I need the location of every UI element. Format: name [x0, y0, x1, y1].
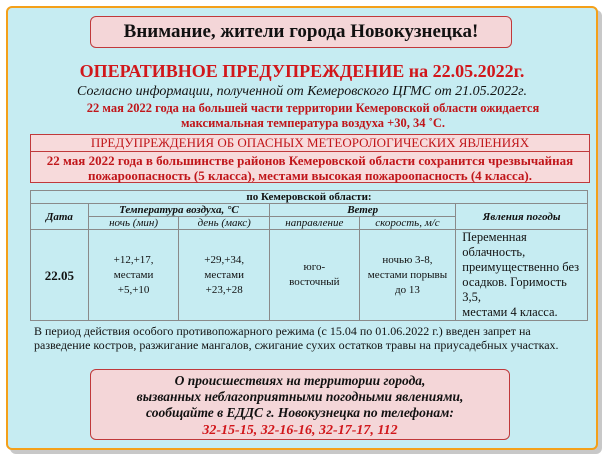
cell-line: преимущественно без [462, 260, 580, 274]
header-night: ночь (мин) [88, 217, 179, 230]
cell-line: до 13 [395, 283, 420, 296]
header-phenomena: Явления погоды [456, 204, 588, 230]
cell-line: местами порывы [367, 268, 448, 281]
hazard-line-2: пожароопасность (5 класса), местами высокая пожароопасность (4 класса). [88, 168, 532, 183]
header-day: день (макс) [179, 217, 270, 230]
cell-line: местами [113, 268, 154, 281]
hazard-warning-header: ПРЕДУПРЕЖДЕНИЯ ОБ ОПАСНЫХ МЕТЕОРОЛОГИЧЕСКИХ ЯВЛЕНИЯХ [31, 135, 589, 152]
cell-line: Переменная [462, 230, 527, 244]
cell-line: +29,+34, [204, 253, 245, 266]
weather-table [30, 190, 588, 321]
cell-line: местами [204, 268, 245, 281]
cell-line: +23,+28 [205, 283, 243, 296]
forecast-text [68, 101, 558, 131]
header-temp: Температура воздуха, °С [88, 204, 269, 217]
edds-phone-numbers: 32-15-15, 32-16-16, 32-17-17, 112 [202, 423, 398, 438]
edds-contact-box [90, 369, 510, 440]
cell-day [179, 230, 270, 321]
cell-line: местами 4 класса. [462, 305, 558, 319]
cell-line: +5,+10 [117, 283, 150, 296]
fire-regime-note: В период действия особого противопожарного режима (с 15.04 по 01.06.2022 г.) введен запрет на разведение костров, разжигание мангалов, сжигание сухих остатков травы на приусадебных участках. [34, 324, 559, 352]
attention-banner: Внимание, жители города Новокузнецка! [90, 16, 512, 48]
cell-line: ночью 3-8, [382, 253, 433, 266]
header-wind: Ветер [270, 204, 456, 217]
cell-line: восточный [289, 276, 340, 288]
header-speed: скорость, м/с [359, 217, 456, 230]
cell-phenomena [456, 230, 588, 321]
cell-date: 22.05 [31, 230, 89, 321]
forecast-line-1: 22 мая 2022 года на большей части территории Кемеровской области ожидается [86, 101, 540, 115]
cell-line: облачность, [462, 245, 526, 259]
table-row [31, 230, 588, 321]
cell-line: юго- [303, 261, 326, 273]
cell-line: +12,+17, [113, 253, 154, 266]
cell-night [88, 230, 179, 321]
hazard-warning-box [30, 134, 590, 183]
source-subtitle: Согласно информации, полученной от Кемеровского ЦГМС от 21.05.2022г. [77, 84, 527, 99]
cell-speed [359, 230, 456, 321]
hazard-warning-body [31, 152, 589, 183]
edds-line-2: вызванных неблагоприятными погодными явлениями, [136, 389, 464, 404]
hazard-line-1: 22 мая 2022 года в большинстве районов Кемеровской области сохранится чрезвычайная [46, 153, 574, 168]
cell-direction [270, 230, 360, 321]
edds-line-3: сообщайте в ЕДДС г. Новокузнецка по телефонам: [146, 405, 454, 420]
cell-line: осадков. Горимость 3,5, [462, 275, 567, 304]
header-direction: направление [270, 217, 360, 230]
header-date: Дата [31, 204, 89, 230]
warning-title: ОПЕРАТИВНОЕ ПРЕДУПРЕЖДЕНИЕ на 22.05.2022г. [79, 61, 525, 81]
forecast-line-2: максимальная температура воздуха +30, 34 ˚С. [180, 116, 445, 130]
notice-frame [6, 6, 598, 450]
table-caption: по Кемеровской области: [31, 191, 588, 204]
edds-line-1: О происшествиях на территории города, [174, 373, 426, 388]
